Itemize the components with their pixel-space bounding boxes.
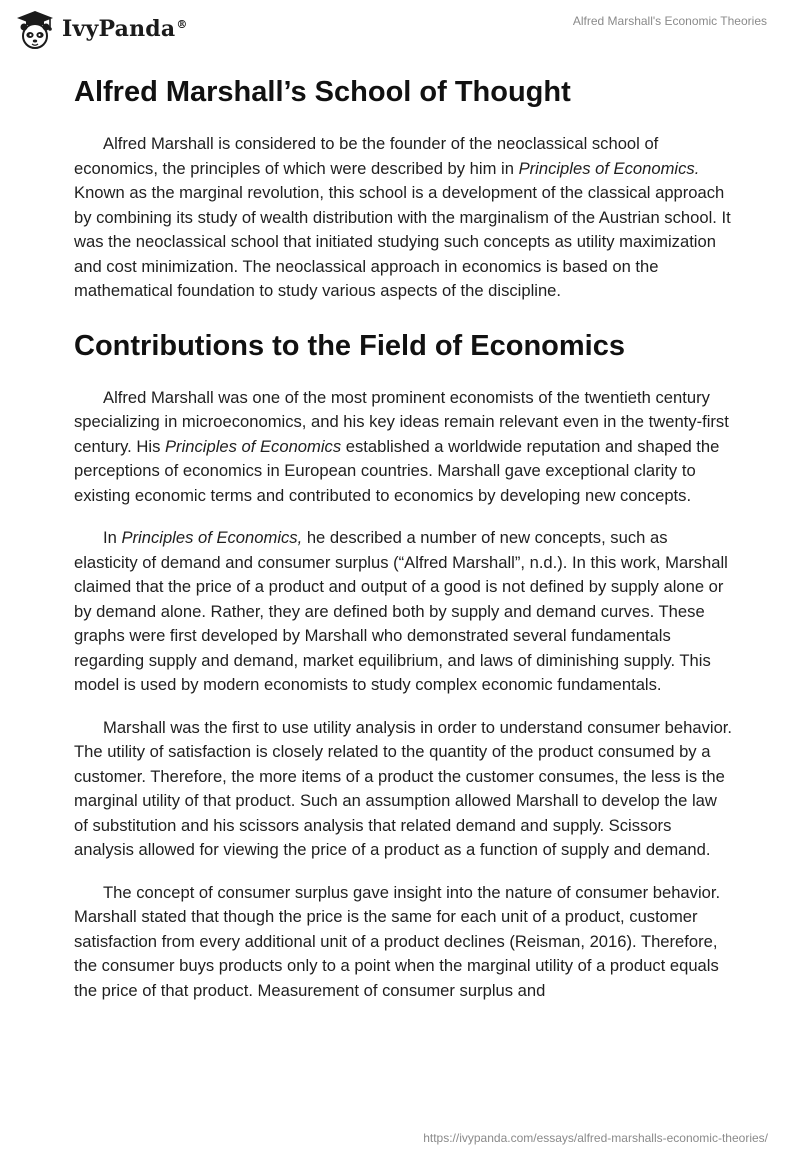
paragraph: Alfred Marshall is considered to be the founder of the neoclassical school of economics, the principles of which were described by him in Principles of Economics. Known as the marginal revolution, this school is a development of the classical approach by combining its study of wealth distribution with the marginalism of the Austrian school. It was the neoclassical school that initiated studying such concepts as utility maximization and cost minimization. The neoclassical approach in economics is based on the mathematical foundation to study various aspects of the discipline. [74, 134, 731, 300]
ivypanda-logo[interactable] [14, 8, 188, 50]
section-heading: Alfred Marshall’s School of Thought [74, 76, 571, 108]
paragraph: In Principles of Economics, he described a number of new concepts, such as elasticity of demand and consumer surplus (“Alfred Marshall”, n.d.). In this work, Marshall claimed that the price of a product and output of a good is not defined by supply alone or by demand alone. Rather, they are defined both by supply and demand curves. These graphs were first developed by Marshall who demonstrated several fundamentals regarding supply and demand, market equilibrium, and laws of diminishing supply. This model is used by modern economists to study complex economic fundamentals. [74, 528, 728, 694]
paragraph: Alfred Marshall was one of the most prominent economists of the twentieth century specializing in microeconomics, and his key ideas remain relevant even in the twenty-first century. His Principles of Economics established a worldwide reputation and shaped the perceptions of economics in European countries. Marshall gave exceptional clarity to existing economic terms and contributed to economics by developing new concepts. [74, 387, 729, 505]
page-header [0, 0, 800, 70]
article-body [74, 72, 734, 1003]
section-heading: Contributions to the Field of Economics [74, 329, 625, 362]
document-title: Alfred Marshall's Economic Theories [572, 14, 767, 28]
paragraph: The concept of consumer surplus gave insight into the nature of consumer behavior. Marshall stated that though the price is the same for each unit of a product, customer satisfaction from every additional unit of a product declines (Reisman, 2016). Therefore, the consumer buys products only to a point when the marginal utility of a product equals the price of that product. Measurement of consumer surplus and [74, 882, 721, 1000]
source-url-link[interactable]: https://ivypanda.com/essays/alfred-marshalls-economic-theories/ [423, 1131, 768, 1145]
logo-wordmark: IvyPanda® [62, 16, 188, 42]
panda-graduate-icon [14, 8, 56, 50]
paragraph: Marshall was the first to use utility analysis in order to understand consumer behavior. The utility of satisfaction is closely related to the quantity of the product consumed by a customer. Therefore, the more items of a product the customer consumes, the less is the marginal utility of that product. Such an assumption allowed Marshall to develop the law of substitution and his scissors analysis that related demand and supply. Scissors analysis allowed for viewing the price of a product as a function of supply and demand. [74, 717, 733, 859]
